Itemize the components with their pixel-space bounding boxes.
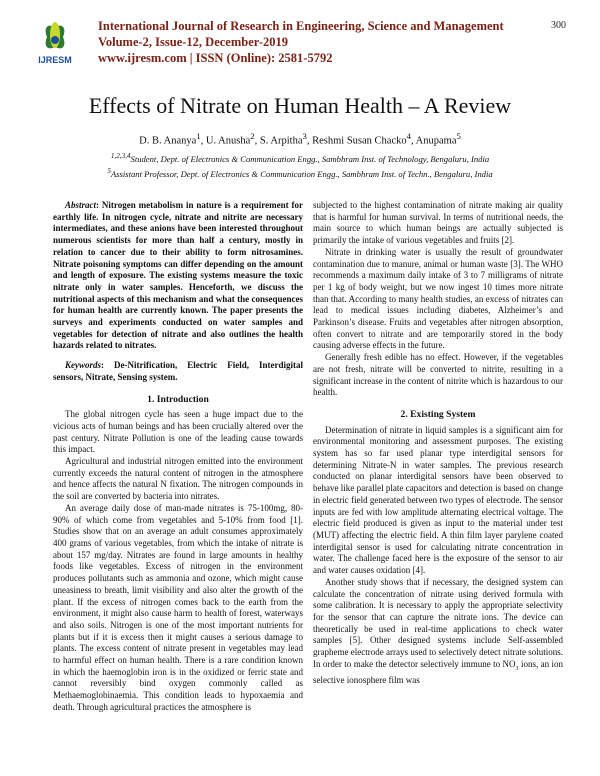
paragraph: Generally fresh edible has no effect. However, if the vegetables are not fresh, nitrate will be converted to nitrite, resulting in a significant increase in the content of nitrite which is hazardous to our health.	[313, 352, 563, 398]
section-heading-introduction: 1. Introduction	[147, 393, 209, 405]
author: D. B. Ananya	[139, 135, 197, 147]
paragraph: subjected to the highest contamination of nitrate making air quality that is harmful for human survival. In terms of nutritional needs, the main source to which human beings are actually subjected is primarily the intake of various vegetables and fruits [2].	[313, 200, 563, 246]
affiliation-student: $^{1,2,3,4}$Student, Dept. of Electronics & Communication Engg., Sambhram Inst. of Technology, Bengaluru, India	[110, 152, 490, 164]
paper-title: Effects of Nitrate on Human Health – A Review	[88, 93, 512, 118]
paragraph: Another study shows that if necessary, the designed system can calculate the concentration of nitrate using derived formula with some calibration. It is necessary to apply the appropriate selectivity for the sensor that can capture the nitrate ions. The device can theoretically be used in real-time applications to check water samples [5]. Other designed systems include Self-assembled grapheme electrode arrays used to selectively detect nitrate solutions. In order to make the detector selectively immune to $NO_3$ ions, an ion selective ionosphere film was	[313, 576, 563, 686]
author-list: D. B. Ananya$^1$, U. Anusha$^2$, S. Arpitha$^3$, Reshmi Susan Chacko$^4$, Anupama$^5$	[139, 131, 461, 147]
abstract: Abstract: Nitrogen metabolism in nature is a requirement for earthly life. In nitrogen cycle, nitrate and nitrite are necessary intermediates, and these anions have been interested throughout numerous scientists for more than half a century, mostly in relation to cancer due to their ability to form nitrosamines. Nitrate poisoning symptoms can differ depending on the amount and length of exposure. The existing systems measure the toxic nitrate only in water samples. Henceforth, we discuss the nutritional aspects of this mechanism and what the consequences for human health are currently known. The paper presents the surveys and experiments conducted on water samples and vegetables for detection of nitrate and also outlines the health hazards related to nitrates.	[53, 200, 303, 351]
paragraph: An average daily dose of man-made nitrates is 75-100mg, 80-90% of which come from vegetables and 5-10% from food [1]. Studies show that on an average an adult consumes approximately 400 grams of various vegetables, from which the intake of nitrate is about 157 mg/day. Nitrates are found in large amounts in healthy foods like vegetables. Excess of nitrogen in the environment produces pollutants such as ammonia and ozone, which might cause uneasiness to breath, limit visibility and also alter the growth of the plant. If the excess of nitrogen comes back to the earth from the environment, it might also cause harm to health of forest, waterways and also soils. Nitrogen is one of the most important nutrients for plants but if it is excess then it might causes a serious damage to plants. The excess content of nitrate present in vegetables may lead to harmful effect on human health. There is a rare condition known in which the haemoglobin iron is in the oxidized or ferric state and cannot reversibly bind oxygen commonly called as Methaemoglobinaemia. This condition leads to hypoxaemia and death. Through agricultural practices the atmosphere is	[53, 502, 303, 712]
paragraph: Determination of nitrate in liquid samples is a significant aim for environmental monitoring and assessment purposes. The existing system has so far used planar type interdigital sensors for determining Nitrate-N in water samples. The previous research conducted on planar interdigital sensors have been observed to behave like parallel plate capacitors and detection is based on change in electric field generated between two types of electrode. The sensor inputs are fed with low amplitude alternating electrical voltage. The electric field produced is given as input to the material under test (MUT) affecting the electric field. A thin film layer parylene coated interdigital sensor is used for calculating nitrate concentration in water. The challenge faced here is the exposure of the sensor to air and water causes oxidation [4].	[313, 424, 563, 576]
journal-volume: Volume-2, Issue-12, December-2019	[98, 35, 289, 49]
author: U. Anusha	[205, 135, 251, 147]
paragraph: Nitrate in drinking water is usually the result of groundwater contamination due to manure, animal or human waste [3]. The WHO recommends a maximum daily intake of 3 to 7 milligrams of nitrate per 1 kg of body weight, but we now ingest 10 times more nitrate than that. According to many health studies, an excess of nitrates can lead to medical issues including diabetes, Alzheimer’s and Parkinson’s disease. Fruits and vegetables after nitrogen absorption, often convert to nitrate and are temporarily stored in the body causing adverse effects in the future.	[313, 246, 563, 351]
journal-web: www.ijresm.com | ISSN (Online): 2581-5792	[98, 51, 333, 65]
author: S. Arpitha	[259, 135, 303, 147]
journal-logo	[33, 20, 77, 66]
keywords: Keywords: De-Nitrification, Electric Field, Interdigital sensors, Nitrate, Sensing system.	[53, 360, 303, 382]
logo-text: IJRESM	[38, 55, 72, 65]
left-column	[53, 200, 303, 714]
journal-info	[98, 18, 504, 66]
section-heading-existing-system: 2. Existing System	[400, 408, 476, 420]
author: Reshmi Susan Chacko	[312, 135, 407, 147]
affiliation-professor: $^5$Assistant Professor, Dept. of Electronics & Communication Engg., Sambhram Inst. of Techn., Bengaluru, India	[107, 167, 493, 179]
page-number: 300	[551, 20, 566, 31]
right-column	[313, 200, 563, 687]
paragraph: The global nitrogen cycle has seen a huge impact due to the vicious acts of human beings and has been crucially altered over the past century. Nitrate Pollution is one of the leading cause towards this impact.	[53, 409, 303, 455]
paragraph: Agricultural and industrial nitrogen emitted into the environment currently exceeds the natural content of nitrogen in the atmosphere and hence affects the natural N fixation. The nitrogen compounds in the soil are converted by bacteria into nitrates.	[53, 456, 303, 502]
author: Anupama	[415, 135, 457, 147]
journal-name: International Journal of Research in Engineering, Science and Management	[98, 19, 504, 33]
journal-header	[0, 0, 600, 66]
